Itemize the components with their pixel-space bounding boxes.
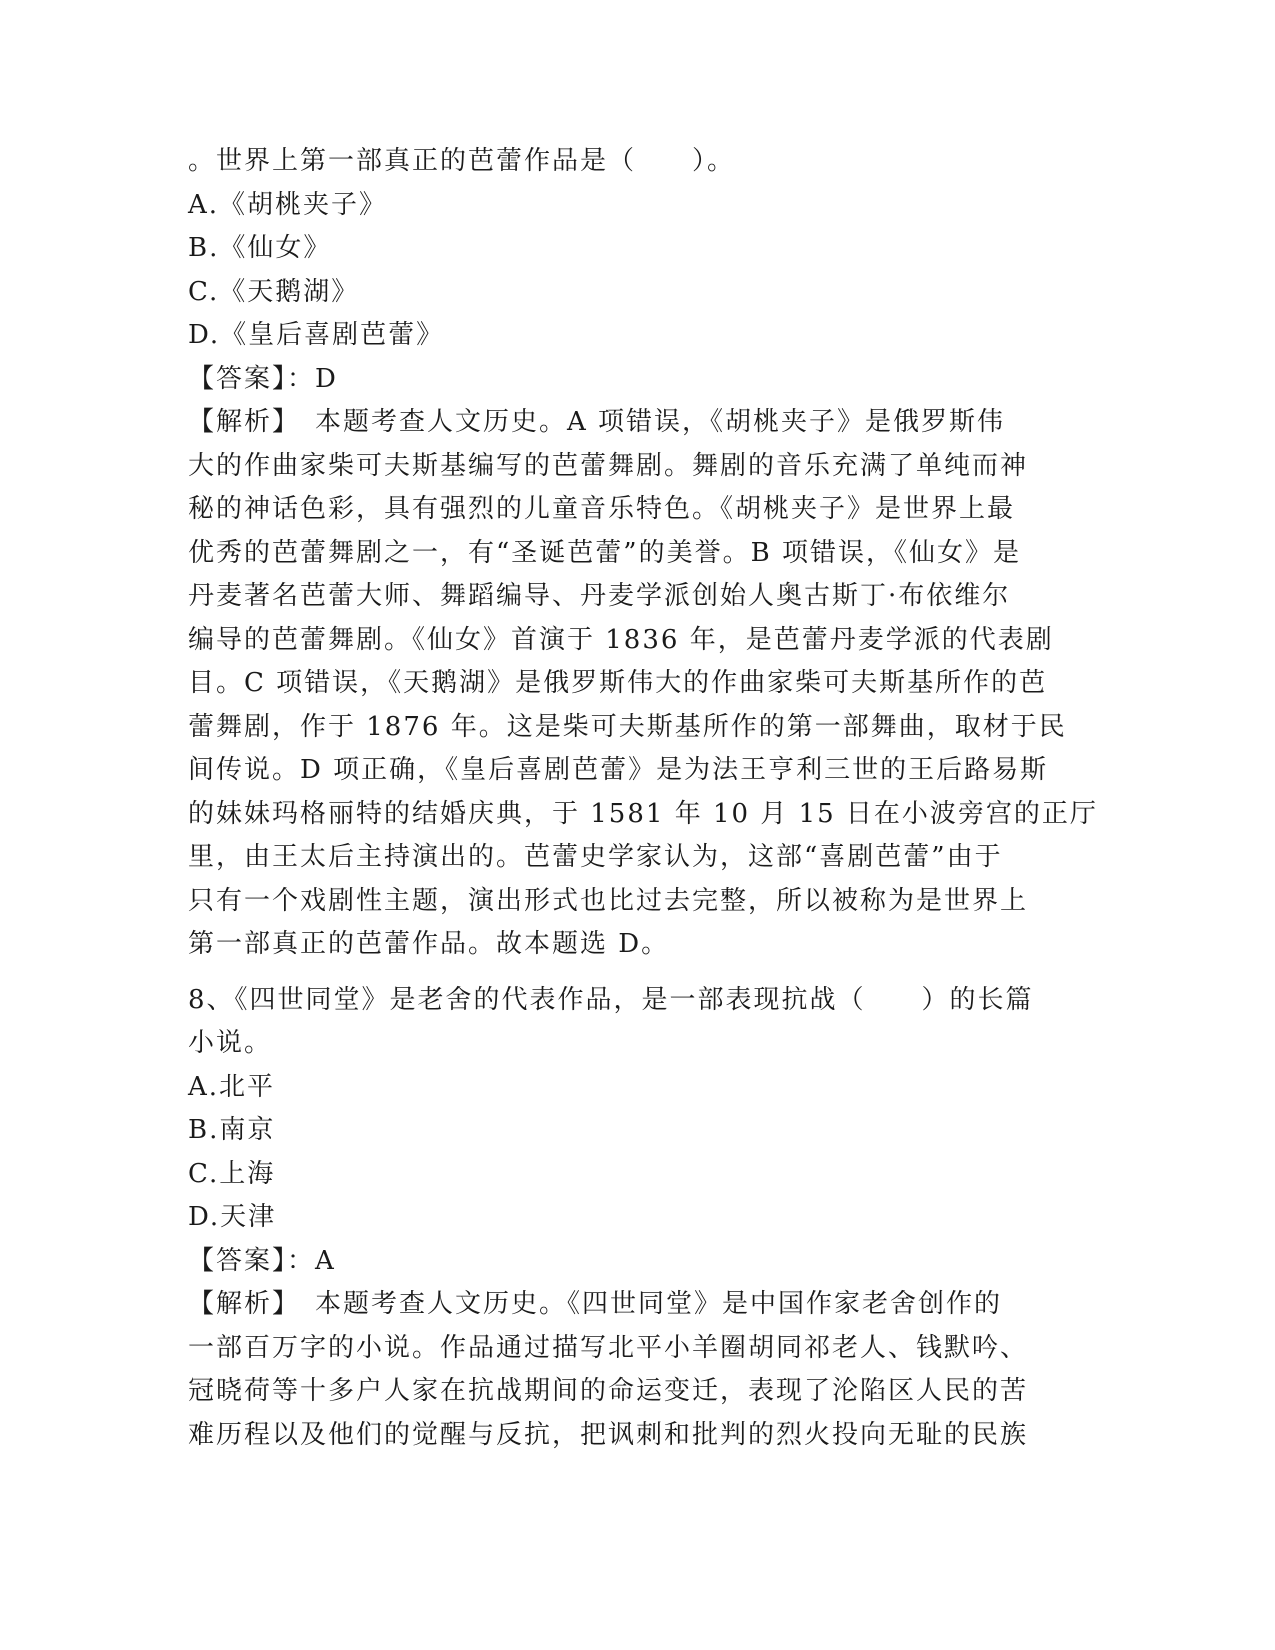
q7-option-d: D.《皇后喜剧芭蕾》 — [188, 320, 445, 350]
q8-stem-line: 8、《四世同堂》是老舍的代表作品，是一部表现抗战（ ）的长篇 — [188, 984, 1034, 1015]
q7-analysis-line: 大的作曲家柴可夫斯基编写的芭蕾舞剧。舞剧的音乐充满了单纯而神 — [188, 450, 1029, 481]
q8-option-d: D.天津 — [188, 1202, 277, 1232]
q7-stem: 。世界上第一部真正的芭蕾作品是（ ）。 — [188, 146, 736, 176]
document-page — [188, 140, 1098, 1457]
question-spacer — [188, 967, 1088, 979]
q7-analysis-line: 只有一个戏剧性主题，演出形式也比过去完整，所以被称为是世界上 — [188, 885, 1029, 916]
q8-analysis-line: 【解析】 本题考查人文历史。《四世同堂》是中国作家老舍创作的 — [188, 1289, 1003, 1319]
q7-analysis-line: 秘的神话色彩，具有强烈的儿童音乐特色。《胡桃夹子》是世界上最 — [188, 494, 1016, 524]
q7-analysis-line: 间传说。D 项正确，《皇后喜剧芭蕾》是为法王亨利三世的王后路易斯 — [188, 755, 1049, 785]
q8-stem-line: 小说。 — [188, 1028, 273, 1058]
q7-analysis-line: 第一部真正的芭蕾作品。故本题选 D。 — [188, 929, 670, 959]
q8-answer: 【答案】：A — [188, 1245, 336, 1276]
q7-option-c: C.《天鹅湖》 — [188, 276, 360, 307]
q7-analysis-line: 优秀的芭蕾舞剧之一，有“圣诞芭蕾”的美誉。B 项错误，《仙女》是 — [188, 537, 1021, 568]
q7-option-b: B.《仙女》 — [188, 233, 332, 263]
q7-analysis-line: 【解析】 本题考查人文历史。A 项错误，《胡桃夹子》是俄罗斯伟 — [188, 407, 1006, 437]
q8-analysis-line: 难历程以及他们的觉醒与反抗，把讽刺和批判的烈火投向无耻的民族 — [188, 1419, 1029, 1450]
q7-analysis-line: 目。C 项错误，《天鹅湖》是俄罗斯伟大的作曲家柴可夫斯基所作的芭 — [188, 668, 1048, 698]
q7-analysis-line: 编导的芭蕾舞剧。《仙女》首演于 1836 年，是芭蕾丹麦学派的代表剧 — [188, 624, 1054, 655]
q8-option-a: A.北平 — [188, 1071, 276, 1102]
q7-analysis-line: 里，由王太后主持演出的。芭蕾史学家认为，这部“喜剧芭蕾”由于 — [188, 842, 1003, 872]
q8-analysis-line: 冠晓荷等十多户人家在抗战期间的命运变迁，表现了沦陷区人民的苦 — [188, 1376, 1029, 1406]
q8-analysis-line: 一部百万字的小说。作品通过描写北平小羊圈胡同祁老人、钱默吟、 — [188, 1332, 1029, 1363]
q8-option-c: C.上海 — [188, 1158, 276, 1189]
q7-analysis-line: 丹麦著名芭蕾大师、舞蹈编导、丹麦学派创始人奥古斯丁·布依维尔 — [188, 581, 1011, 611]
q7-option-a: A.《胡桃夹子》 — [188, 189, 388, 220]
q7-answer: 【答案】：D — [188, 363, 338, 394]
q7-analysis-line: 的妹妹玛格丽特的结婚庆典，于 1581 年 10 月 15 日在小波旁宫的正厅 — [188, 798, 1098, 829]
q7-analysis-line: 蕾舞剧，作于 1876 年。这是柴可夫斯基所作的第一部舞曲，取材于民 — [188, 711, 1067, 742]
q8-option-b: B.南京 — [188, 1115, 276, 1145]
